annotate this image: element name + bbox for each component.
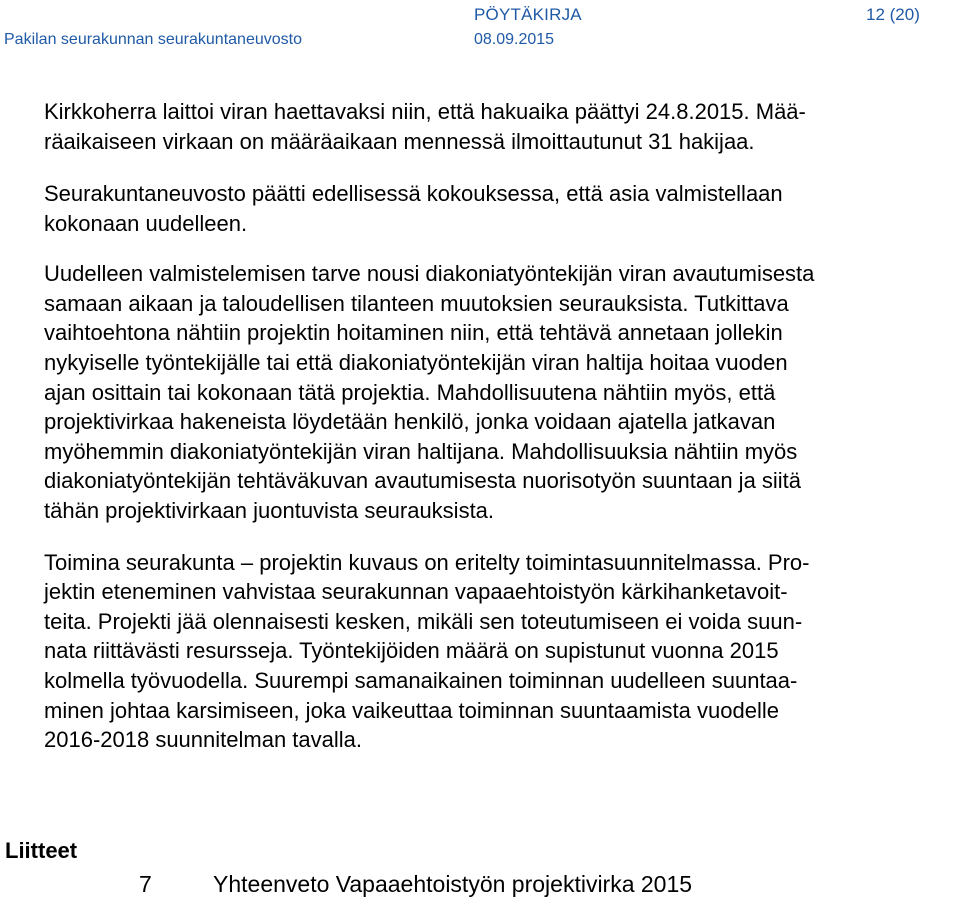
paragraph-line: nata riittävästi resursseja. Työntekijöiden määrä on supistunut vuonna 2015: [44, 638, 779, 664]
paragraph-line: minen johtaa karsimiseen, joka vaikeuttaa toiminnan suuntaamista vuodelle: [44, 697, 779, 723]
paragraph-line: teita. Projekti jää olennaisesti kesken, mikäli sen toteutumiseen ei voida suun-: [44, 608, 803, 634]
paragraph-line: diakoniatyöntekijän tehtäväkuvan avautumisesta nuorisotyön suuntaan ja siitä: [44, 468, 802, 494]
paragraph-line: kolmella työvuodella. Suurempi samanaikainen toiminnan uudelleen suuntaa-: [44, 667, 798, 693]
paragraph-line: räaikaiseen virkaan on määräaikaan mennessä ilmoittautunut 31 hakijaa.: [44, 128, 755, 154]
paragraph-application-period: [44, 97, 960, 157]
paragraph-line: jektin eteneminen vahvistaa seurakunnan vapaaehtoistyön kärkihanketavoit-: [44, 579, 788, 605]
paragraph-line: Kirkkoherra laittoi viran haettavaksi niin, että hakuaika päättyi 24.8.2015. Mää-: [44, 99, 806, 124]
attachment-title: Yhteenveto Vapaaehtoistyön projektivirka 2015: [213, 871, 693, 897]
paragraph-line: samaan aikaan ja taloudellisen tilanteen muutoksien seurauksista. Tutkittava: [44, 290, 789, 316]
paragraph-line: ajan osittain tai kokonaan tätä projektia. Mahdollisuutena nähtiin myös, että: [44, 379, 776, 405]
paragraph-line: Seurakuntaneuvosto päätti edellisessä kokouksessa, että asia valmistellaan: [44, 181, 783, 206]
document-body: [44, 97, 960, 755]
page-number: 12 (20): [866, 5, 920, 24]
paragraph-line: Toimina seurakunta – projektin kuvaus on eritelty toimintasuunnitelmassa. Pro-: [44, 549, 810, 575]
attachment-item: [139, 871, 692, 898]
attachment-number: 7: [139, 871, 152, 897]
paragraph-line: vaihtoehtona nähtiin projektin hoitaminen niin, että tehtävä annetaan jollekin: [44, 320, 783, 346]
page-header: [0, 0, 960, 60]
paragraph-project-description: [44, 548, 960, 755]
paragraph-council-decision: [44, 179, 960, 238]
attachments-heading: Liitteet: [5, 838, 78, 863]
document-type: PÖYTÄKIRJA: [474, 5, 582, 24]
paragraph-line: nykyiselle työntekijälle tai että diakoniatyöntekijän viran haltija hoitaa vuoden: [44, 349, 788, 375]
organization-name: Pakilan seurakunnan seurakuntaneuvosto: [4, 31, 302, 48]
paragraph-line: kokonaan uudelleen.: [44, 210, 248, 236]
paragraph-line: projektivirkaa hakeneista löydetään henkilö, jonka voidaan ajatella jatkavan: [44, 409, 776, 435]
paragraph-line: tähän projektivirkaan juontuvista seurauksista.: [44, 497, 495, 523]
paragraph-reconsideration: [44, 259, 960, 525]
paragraph-line: myöhemmin diakoniatyöntekijän viran haltijana. Mahdollisuuksia nähtiin myös: [44, 438, 798, 464]
paragraph-line: 2016-2018 suunnitelman tavalla.: [44, 727, 363, 753]
document-date: 08.09.2015: [474, 31, 555, 48]
paragraph-line: Uudelleen valmistelemisen tarve nousi diakoniatyöntekijän viran avautumisesta: [44, 261, 815, 287]
